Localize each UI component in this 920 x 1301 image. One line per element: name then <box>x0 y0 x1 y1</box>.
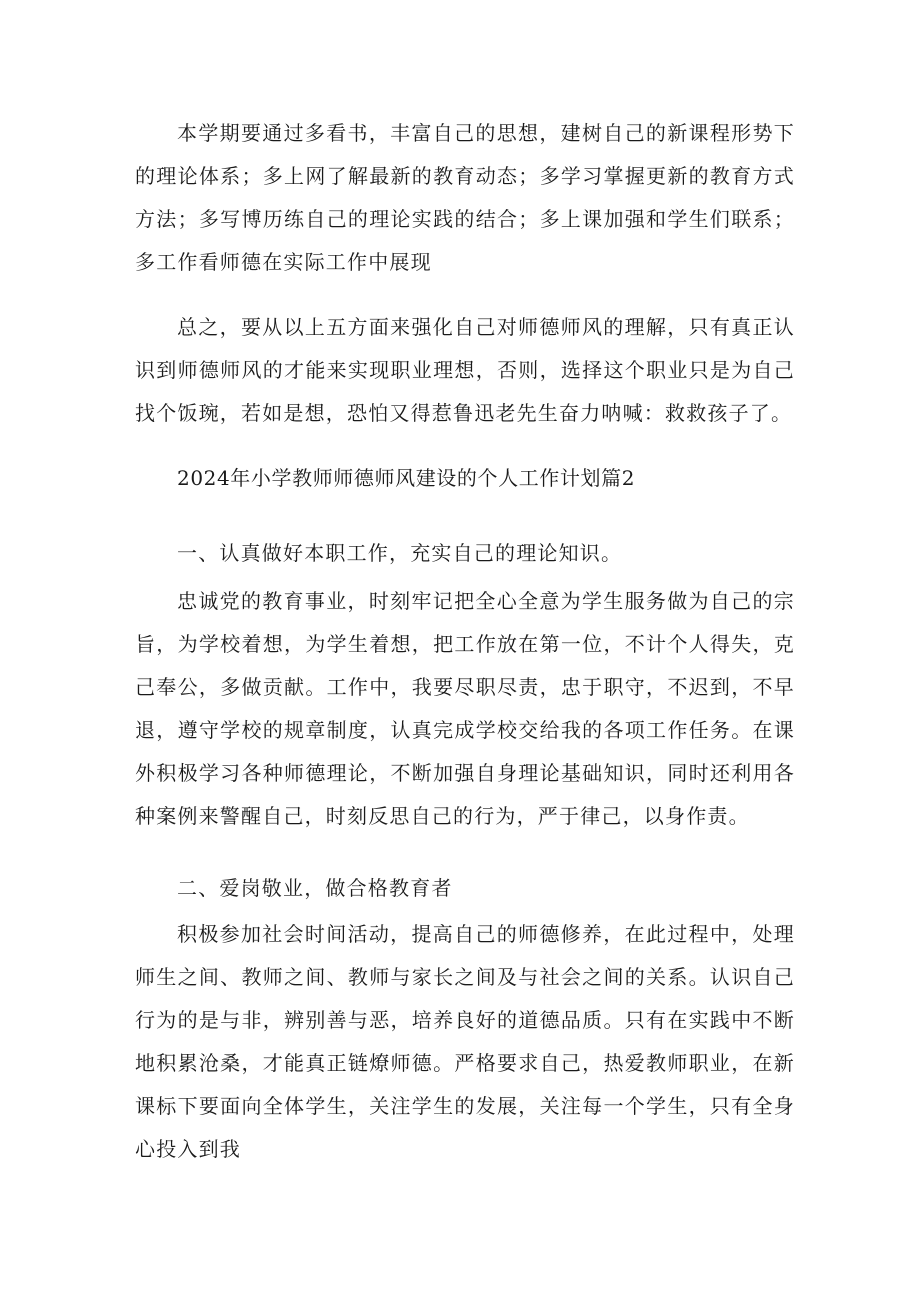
paragraph-summary: 总之，要从以上五方面来强化自己对师德师风的理解，只有真正认识到师德师风的才能来实现职业理想，否则，选择这个职业只是为自己找个饭琬，若如是想，恐怕又得惹鲁迅老先生奋力呐喊：救救孩子了。 <box>135 315 795 425</box>
section-heading-1: 一、认真做好本职工作，充实自己的理论知识。 <box>177 541 623 565</box>
section-body-1: 忠诚党的教育事业，时刻牢记把全心全意为学生服务做为自己的宗旨，为学校着想，为学生着想，把工作放在第一位，不计个人得失，克己奉公，多做贡献。工作中，我要尽职尽责，忠于职守，不迟到，不早退，遵守学校的规章制度，认真完成学校交给我的各项工作任务。在课外积极学习各种师德理论，不断加强自身理论基础知识，同时还利用各种案例来警醒自己，时刻反思自己的行为，严于律己，以身作责。 <box>135 589 795 828</box>
section-body-2: 积极参加社会时间活动，提高自己的师德修养，在此过程中，处理师生之间、教师之间、教师与家长之间及与社会之间的关系。认识自己行为的是与非，辨别善与恶，培养良好的道德品质。只有在实践中不断地积累沧桑，才能真正链燎师德。严格要求自己，热爱教师职业，在新课标下要面向全体学生，关注学生的发展，关注每一个学生，只有全身心投入到我 <box>135 922 795 1161</box>
section-heading-2: 二、爱岗敬业，做合格教育者 <box>177 876 453 900</box>
document-title: 2024年小学教师师德师风建设的个人工作计划篇2 <box>177 466 636 490</box>
paragraph-study-plan: 本学期要通过多看书，丰富自己的思想，建树自己的新课程形势下的理论体系；多上网了解最新的教育动态；多学习掌握更新的教育方式方法；多写博历练自己的理论实践的结合；多上课加强和学生们联系；多工作看师德在实际工作中展现 <box>135 121 795 274</box>
